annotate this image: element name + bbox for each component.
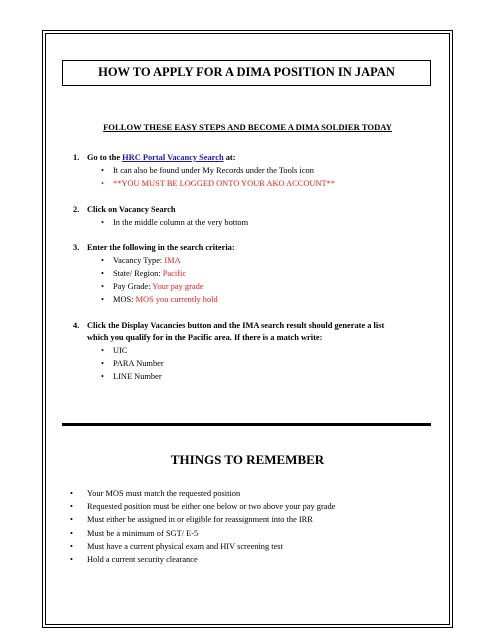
step-3-bullets	[101, 255, 403, 306]
step-4	[73, 320, 403, 383]
step-4-heading: 4. Click the Display Vacancies button and the IMA search result should generate a list which you qualify for in the Pacific area. If there is a match write:	[73, 320, 385, 342]
step-1-bullets	[101, 165, 403, 190]
hrc-portal-link[interactable]: HRC Portal Vacancy Search	[122, 153, 224, 162]
step-4-bullets	[101, 345, 403, 383]
list-item: • MOS: MOS you currently hold	[101, 295, 218, 304]
list-item: • **YOU MUST BE LOGGED ONTO YOUR AKO ACCOUNT**	[101, 179, 336, 188]
list-item: • In the middle column at the very bottom	[101, 217, 249, 227]
bullet-icon: •	[70, 554, 73, 564]
subheading: FOLLOW THESE EASY STEPS AND BECOME A DIMA SOLDIER TODAY	[103, 122, 392, 132]
bullet-icon: •	[101, 269, 104, 278]
bullet-icon: •	[70, 489, 73, 498]
list-item: • Must have a current physical exam and HIV screening test	[70, 541, 283, 551]
page-title: HOW TO APPLY FOR A DIMA POSITION IN JAPAN	[62, 60, 431, 86]
step-1-text-before: Go to the	[87, 153, 123, 162]
list-item: • It can also be found under My Records under the Tools icon	[101, 166, 314, 175]
list-item: • Must either be assigned in or eligible for reassignment into the IRR	[70, 515, 313, 525]
bullet-icon: •	[70, 515, 73, 525]
bullet-icon: •	[70, 502, 73, 512]
step-3	[73, 242, 403, 306]
list-item: • Requested position must be either one below or two above your pay grade	[70, 502, 336, 512]
step-number: 3.	[73, 243, 80, 252]
list-item: • Your MOS must match the requested position	[70, 489, 241, 498]
list-item: • Hold a current security clearance	[70, 554, 198, 564]
bullet-icon: •	[101, 179, 104, 188]
step-2-heading: 2. Click on Vacancy Search	[73, 204, 176, 214]
step-2-bullets	[101, 217, 403, 229]
bullet-icon: •	[101, 358, 104, 368]
steps-list	[73, 152, 403, 396]
list-item: • Pay Grade: Your pay grade	[101, 282, 204, 291]
step-1-text-after: at:	[223, 153, 236, 162]
bullet-icon: •	[101, 345, 104, 355]
bullet-icon: •	[101, 166, 104, 175]
bullet-icon: •	[70, 541, 73, 551]
bullet-icon: •	[101, 256, 104, 265]
remember-list	[70, 488, 410, 567]
section-divider	[62, 423, 431, 426]
list-item: • UIC	[101, 345, 128, 355]
list-item: • Vacancy Type: IMA	[101, 256, 181, 265]
step-number: 4.	[73, 320, 80, 330]
list-item: • PARA Number	[101, 358, 164, 368]
step-2	[73, 204, 403, 229]
list-item: • State/ Region: Pacific	[101, 269, 187, 278]
bullet-icon: •	[101, 217, 104, 227]
step-3-heading: 3. Enter the following in the search criteria:	[73, 243, 235, 252]
step-1-heading	[73, 152, 403, 164]
section-title: THINGS TO REMEMBER	[170, 452, 325, 467]
bullet-icon: •	[101, 371, 104, 381]
list-item: • Must be a minimum of SGT/ E-5	[70, 528, 199, 538]
step-1	[73, 152, 403, 190]
list-item: • LINE Number	[101, 371, 162, 381]
bullet-icon: •	[101, 282, 104, 291]
bullet-icon: •	[101, 295, 104, 304]
bullet-icon: •	[70, 528, 73, 538]
step-number: 2.	[73, 204, 80, 214]
step-number: 1.	[73, 153, 80, 162]
